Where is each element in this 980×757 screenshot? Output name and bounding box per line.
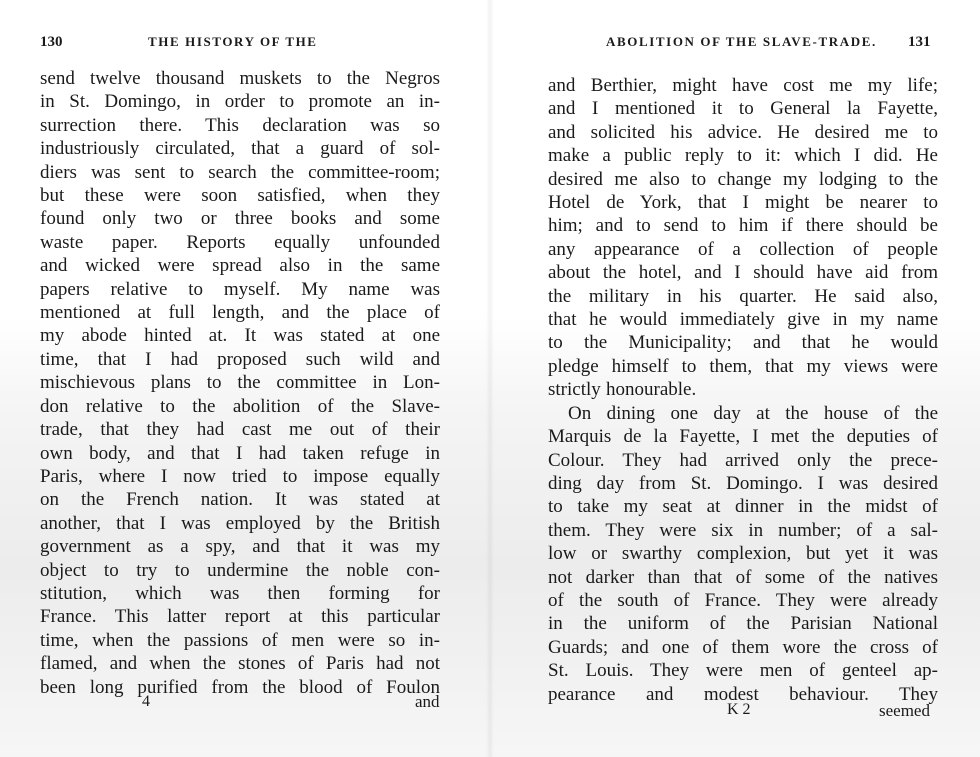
text-line: any appearance of a collection of people [548, 238, 938, 260]
text-line: Hotel de York, that I might be nearer to [548, 192, 938, 214]
text-line: ding day from St. Domingo. I was desired [548, 472, 938, 494]
text-line: On dining one day at the house of the [568, 402, 938, 424]
text-line: them. They were six in number; of a sal- [548, 519, 938, 541]
text-line: and solicited his advice. He desired me to [548, 121, 938, 143]
text-line: Marquis de la Fayette, I met the deputies of [548, 426, 938, 448]
text-line: my abode hinted at. It was stated at one [40, 325, 440, 347]
text-line: about the hotel, and I should have aid from [548, 262, 938, 284]
right-catchword: seemed [879, 701, 930, 720]
right-page-number: 131 [908, 34, 931, 50]
text-line: St. Louis. They were men of genteel ap- [548, 660, 938, 682]
text-line: pearance and modest behaviour. They [548, 683, 938, 705]
text-line: of the south of France. They were already [548, 589, 938, 611]
text-line: pledge himself to them, that my views were [548, 355, 938, 377]
text-line: and Berthier, might have cost me my life; [548, 75, 938, 96]
text-line: trade, that they had cast me out of their [40, 419, 440, 441]
text-line: another, that I was employed by the British [40, 512, 440, 534]
text-line: and I mentioned it to General la Fayette, [548, 98, 938, 120]
text-line: papers relative to myself. My name was [40, 278, 440, 300]
left-page-number: 130 [40, 34, 63, 50]
text-line: make a public reply to it: which I did. He [548, 145, 938, 167]
text-line: Paris, where I now tried to impose equally [40, 465, 440, 487]
text-line: Colour. They had arrived only the prece- [548, 449, 938, 471]
text-line: found only two or three books and some [40, 208, 440, 230]
text-line: don relative to the abolition of the Slave- [40, 395, 440, 417]
text-line: desired me also to change my lodging to the [548, 168, 938, 190]
text-line: diers was sent to search the committee-room; [40, 161, 440, 183]
text-line: but these were soon satisfied, when they [40, 185, 440, 207]
text-line: industriously circulated, that a guard of sol- [40, 138, 440, 160]
text-line: mischievous plans to the committee in Lon- [40, 372, 440, 394]
right-page [490, 0, 980, 757]
text-line: and wicked were spread also in the same [40, 255, 440, 277]
text-line: to take my seat at dinner in the midst of [548, 496, 938, 518]
text-line: government as a spy, and that it was my [40, 536, 440, 558]
text-line: time, that I had proposed such wild and [40, 348, 440, 370]
text-line: waste paper. Reports equally unfounded [40, 231, 440, 253]
text-line: flamed, and when the stones of Paris had not [40, 653, 440, 675]
text-line: Guards; and one of them wore the cross of [548, 636, 938, 658]
right-running-head: ABOLITION OF THE SLAVE-TRADE. [606, 34, 877, 49]
text-line: mentioned at full length, and the place of [40, 302, 440, 324]
right-body-text [548, 74, 938, 706]
left-running-head: THE HISTORY OF THE [148, 34, 318, 49]
text-line: object to try to undermine the noble con- [40, 559, 440, 581]
text-line: time, when the passions of men were so in- [40, 629, 440, 651]
left-catchword: and [415, 692, 440, 711]
text-line: the military in his quarter. He said also, [548, 285, 938, 307]
text-line: him; and to send to him if there should be [548, 215, 938, 237]
text-line: in St. Domingo, in order to promote an in- [40, 91, 440, 113]
text-line: low or swarthy complexion, but yet it was [548, 543, 938, 565]
text-line: to the Municipality; and that he would [548, 332, 938, 354]
right-signature-mark: K 2 [727, 701, 751, 718]
text-line: send twelve thousand muskets to the Negros [40, 68, 440, 89]
text-line: in the uniform of the Parisian National [548, 613, 938, 635]
text-line: own body, and that I had taken refuge in [40, 442, 440, 464]
text-line: not darker than that of some of the natives [548, 566, 938, 588]
text-line: strictly honourable. [548, 379, 697, 401]
text-line: stitution, which was then forming for [40, 582, 440, 604]
text-line: on the French nation. It was stated at [40, 489, 440, 511]
text-line: been long purified from the blood of Foulon [40, 676, 440, 698]
left-signature-mark: 4 [142, 693, 150, 710]
text-line: that he would immediately give in my name [548, 309, 938, 331]
text-line: surrection there. This declaration was so [40, 114, 440, 136]
left-body-text [40, 67, 440, 699]
text-line: France. This latter report at this particular [40, 606, 440, 628]
